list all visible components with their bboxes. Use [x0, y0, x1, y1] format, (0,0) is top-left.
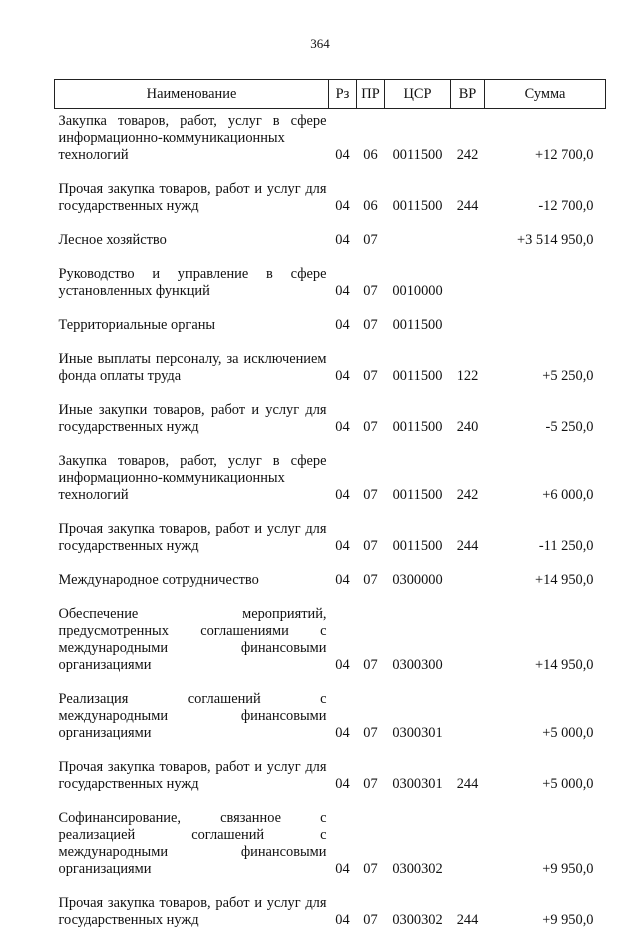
- table-row: [55, 402, 606, 453]
- cell-csr: 0300302: [385, 810, 451, 895]
- cell-vr: 244: [451, 895, 485, 929]
- cell-name: Закупка товаров, работ, услуг в сфере информационно-коммуникационных технологий: [55, 453, 329, 521]
- cell-name: Реализация соглашений с международными финансовыми организациями: [55, 691, 329, 759]
- cell-pr: 07: [357, 266, 385, 317]
- cell-vr: 244: [451, 521, 485, 572]
- cell-rz: 04: [329, 181, 357, 232]
- table-row: [55, 572, 606, 606]
- cell-name: Иные выплаты персоналу, за исключением фонда оплаты труда: [55, 351, 329, 402]
- header-row: [55, 80, 606, 109]
- header-sum: Сумма: [485, 80, 606, 109]
- cell-vr: [451, 317, 485, 351]
- cell-vr: [451, 572, 485, 606]
- table-row: [55, 181, 606, 232]
- cell-sum: +14 950,0: [485, 572, 606, 606]
- cell-pr: 06: [357, 109, 385, 182]
- cell-csr: 0011500: [385, 317, 451, 351]
- cell-sum: +6 000,0: [485, 453, 606, 521]
- cell-rz: 04: [329, 266, 357, 317]
- cell-sum: +5 000,0: [485, 691, 606, 759]
- cell-rz: 04: [329, 109, 357, 182]
- header-csr: ЦСР: [385, 80, 451, 109]
- cell-vr: [451, 232, 485, 266]
- cell-pr: 07: [357, 810, 385, 895]
- cell-rz: 04: [329, 606, 357, 691]
- cell-pr: 07: [357, 317, 385, 351]
- cell-vr: [451, 810, 485, 895]
- cell-csr: 0300000: [385, 572, 451, 606]
- cell-csr: [385, 232, 451, 266]
- cell-vr: [451, 691, 485, 759]
- table-row: [55, 109, 606, 182]
- table-body: [55, 109, 606, 929]
- cell-sum: +14 950,0: [485, 606, 606, 691]
- cell-name: Международное сотрудничество: [55, 572, 329, 606]
- cell-rz: 04: [329, 759, 357, 810]
- cell-sum: +5 250,0: [485, 351, 606, 402]
- cell-sum: -5 250,0: [485, 402, 606, 453]
- table-header: [55, 80, 606, 109]
- table-row: [55, 691, 606, 759]
- cell-rz: 04: [329, 402, 357, 453]
- cell-name: Прочая закупка товаров, работ и услуг для государственных нужд: [55, 895, 329, 929]
- cell-sum: +9 950,0: [485, 895, 606, 929]
- header-pr: ПР: [357, 80, 385, 109]
- table-row: [55, 317, 606, 351]
- cell-sum: +5 000,0: [485, 759, 606, 810]
- cell-sum: +9 950,0: [485, 810, 606, 895]
- cell-sum: +3 514 950,0: [485, 232, 606, 266]
- cell-pr: 07: [357, 453, 385, 521]
- cell-csr: 0300302: [385, 895, 451, 929]
- cell-name: Иные закупки товаров, работ и услуг для государственных нужд: [55, 402, 329, 453]
- cell-pr: 06: [357, 181, 385, 232]
- cell-pr: 07: [357, 351, 385, 402]
- table-row: [55, 810, 606, 895]
- cell-name: Прочая закупка товаров, работ и услуг для государственных нужд: [55, 759, 329, 810]
- cell-name: Прочая закупка товаров, работ и услуг для государственных нужд: [55, 181, 329, 232]
- table-row: [55, 266, 606, 317]
- page-number: 364: [0, 36, 640, 52]
- cell-rz: 04: [329, 895, 357, 929]
- cell-name: Руководство и управление в сфере установленных функций: [55, 266, 329, 317]
- cell-vr: 240: [451, 402, 485, 453]
- cell-name: Прочая закупка товаров, работ и услуг для государственных нужд: [55, 521, 329, 572]
- cell-sum: -12 700,0: [485, 181, 606, 232]
- table-row: [55, 453, 606, 521]
- table-row: [55, 232, 606, 266]
- cell-rz: 04: [329, 453, 357, 521]
- cell-name: Обеспечение мероприятий, предусмотренных соглашениями с международными финансовыми организациями: [55, 606, 329, 691]
- header-name: Наименование: [55, 80, 329, 109]
- cell-name: Территориальные органы: [55, 317, 329, 351]
- cell-sum: +12 700,0: [485, 109, 606, 182]
- cell-vr: 242: [451, 109, 485, 182]
- cell-pr: 07: [357, 232, 385, 266]
- cell-vr: [451, 266, 485, 317]
- cell-csr: 0011500: [385, 351, 451, 402]
- cell-sum: [485, 317, 606, 351]
- table-row: [55, 606, 606, 691]
- table-row: [55, 351, 606, 402]
- cell-vr: 122: [451, 351, 485, 402]
- cell-csr: 0011500: [385, 402, 451, 453]
- cell-rz: 04: [329, 691, 357, 759]
- cell-pr: 07: [357, 402, 385, 453]
- cell-rz: 04: [329, 810, 357, 895]
- cell-pr: 07: [357, 521, 385, 572]
- cell-rz: 04: [329, 521, 357, 572]
- cell-csr: 0300300: [385, 606, 451, 691]
- cell-rz: 04: [329, 232, 357, 266]
- cell-csr: 0011500: [385, 521, 451, 572]
- cell-sum: -11 250,0: [485, 521, 606, 572]
- table-row: [55, 895, 606, 929]
- cell-name: Софинансирование, связанное с реализацией соглашений с международными финансовыми организациями: [55, 810, 329, 895]
- table-row: [55, 521, 606, 572]
- cell-vr: 242: [451, 453, 485, 521]
- cell-rz: 04: [329, 351, 357, 402]
- cell-vr: 244: [451, 181, 485, 232]
- cell-pr: 07: [357, 572, 385, 606]
- cell-pr: 07: [357, 895, 385, 929]
- table-row: [55, 759, 606, 810]
- cell-csr: 0011500: [385, 109, 451, 182]
- cell-pr: 07: [357, 691, 385, 759]
- cell-csr: 0011500: [385, 181, 451, 232]
- cell-csr: 0011500: [385, 453, 451, 521]
- cell-name: Закупка товаров, работ, услуг в сфере информационно-коммуникационных технологий: [55, 109, 329, 182]
- cell-pr: 07: [357, 759, 385, 810]
- header-vr: ВР: [451, 80, 485, 109]
- cell-rz: 04: [329, 317, 357, 351]
- cell-pr: 07: [357, 606, 385, 691]
- budget-table: [54, 79, 606, 929]
- cell-vr: 244: [451, 759, 485, 810]
- cell-csr: 0010000: [385, 266, 451, 317]
- cell-rz: 04: [329, 572, 357, 606]
- header-rz: Рз: [329, 80, 357, 109]
- cell-name: Лесное хозяйство: [55, 232, 329, 266]
- cell-vr: [451, 606, 485, 691]
- cell-sum: [485, 266, 606, 317]
- cell-csr: 0300301: [385, 691, 451, 759]
- cell-csr: 0300301: [385, 759, 451, 810]
